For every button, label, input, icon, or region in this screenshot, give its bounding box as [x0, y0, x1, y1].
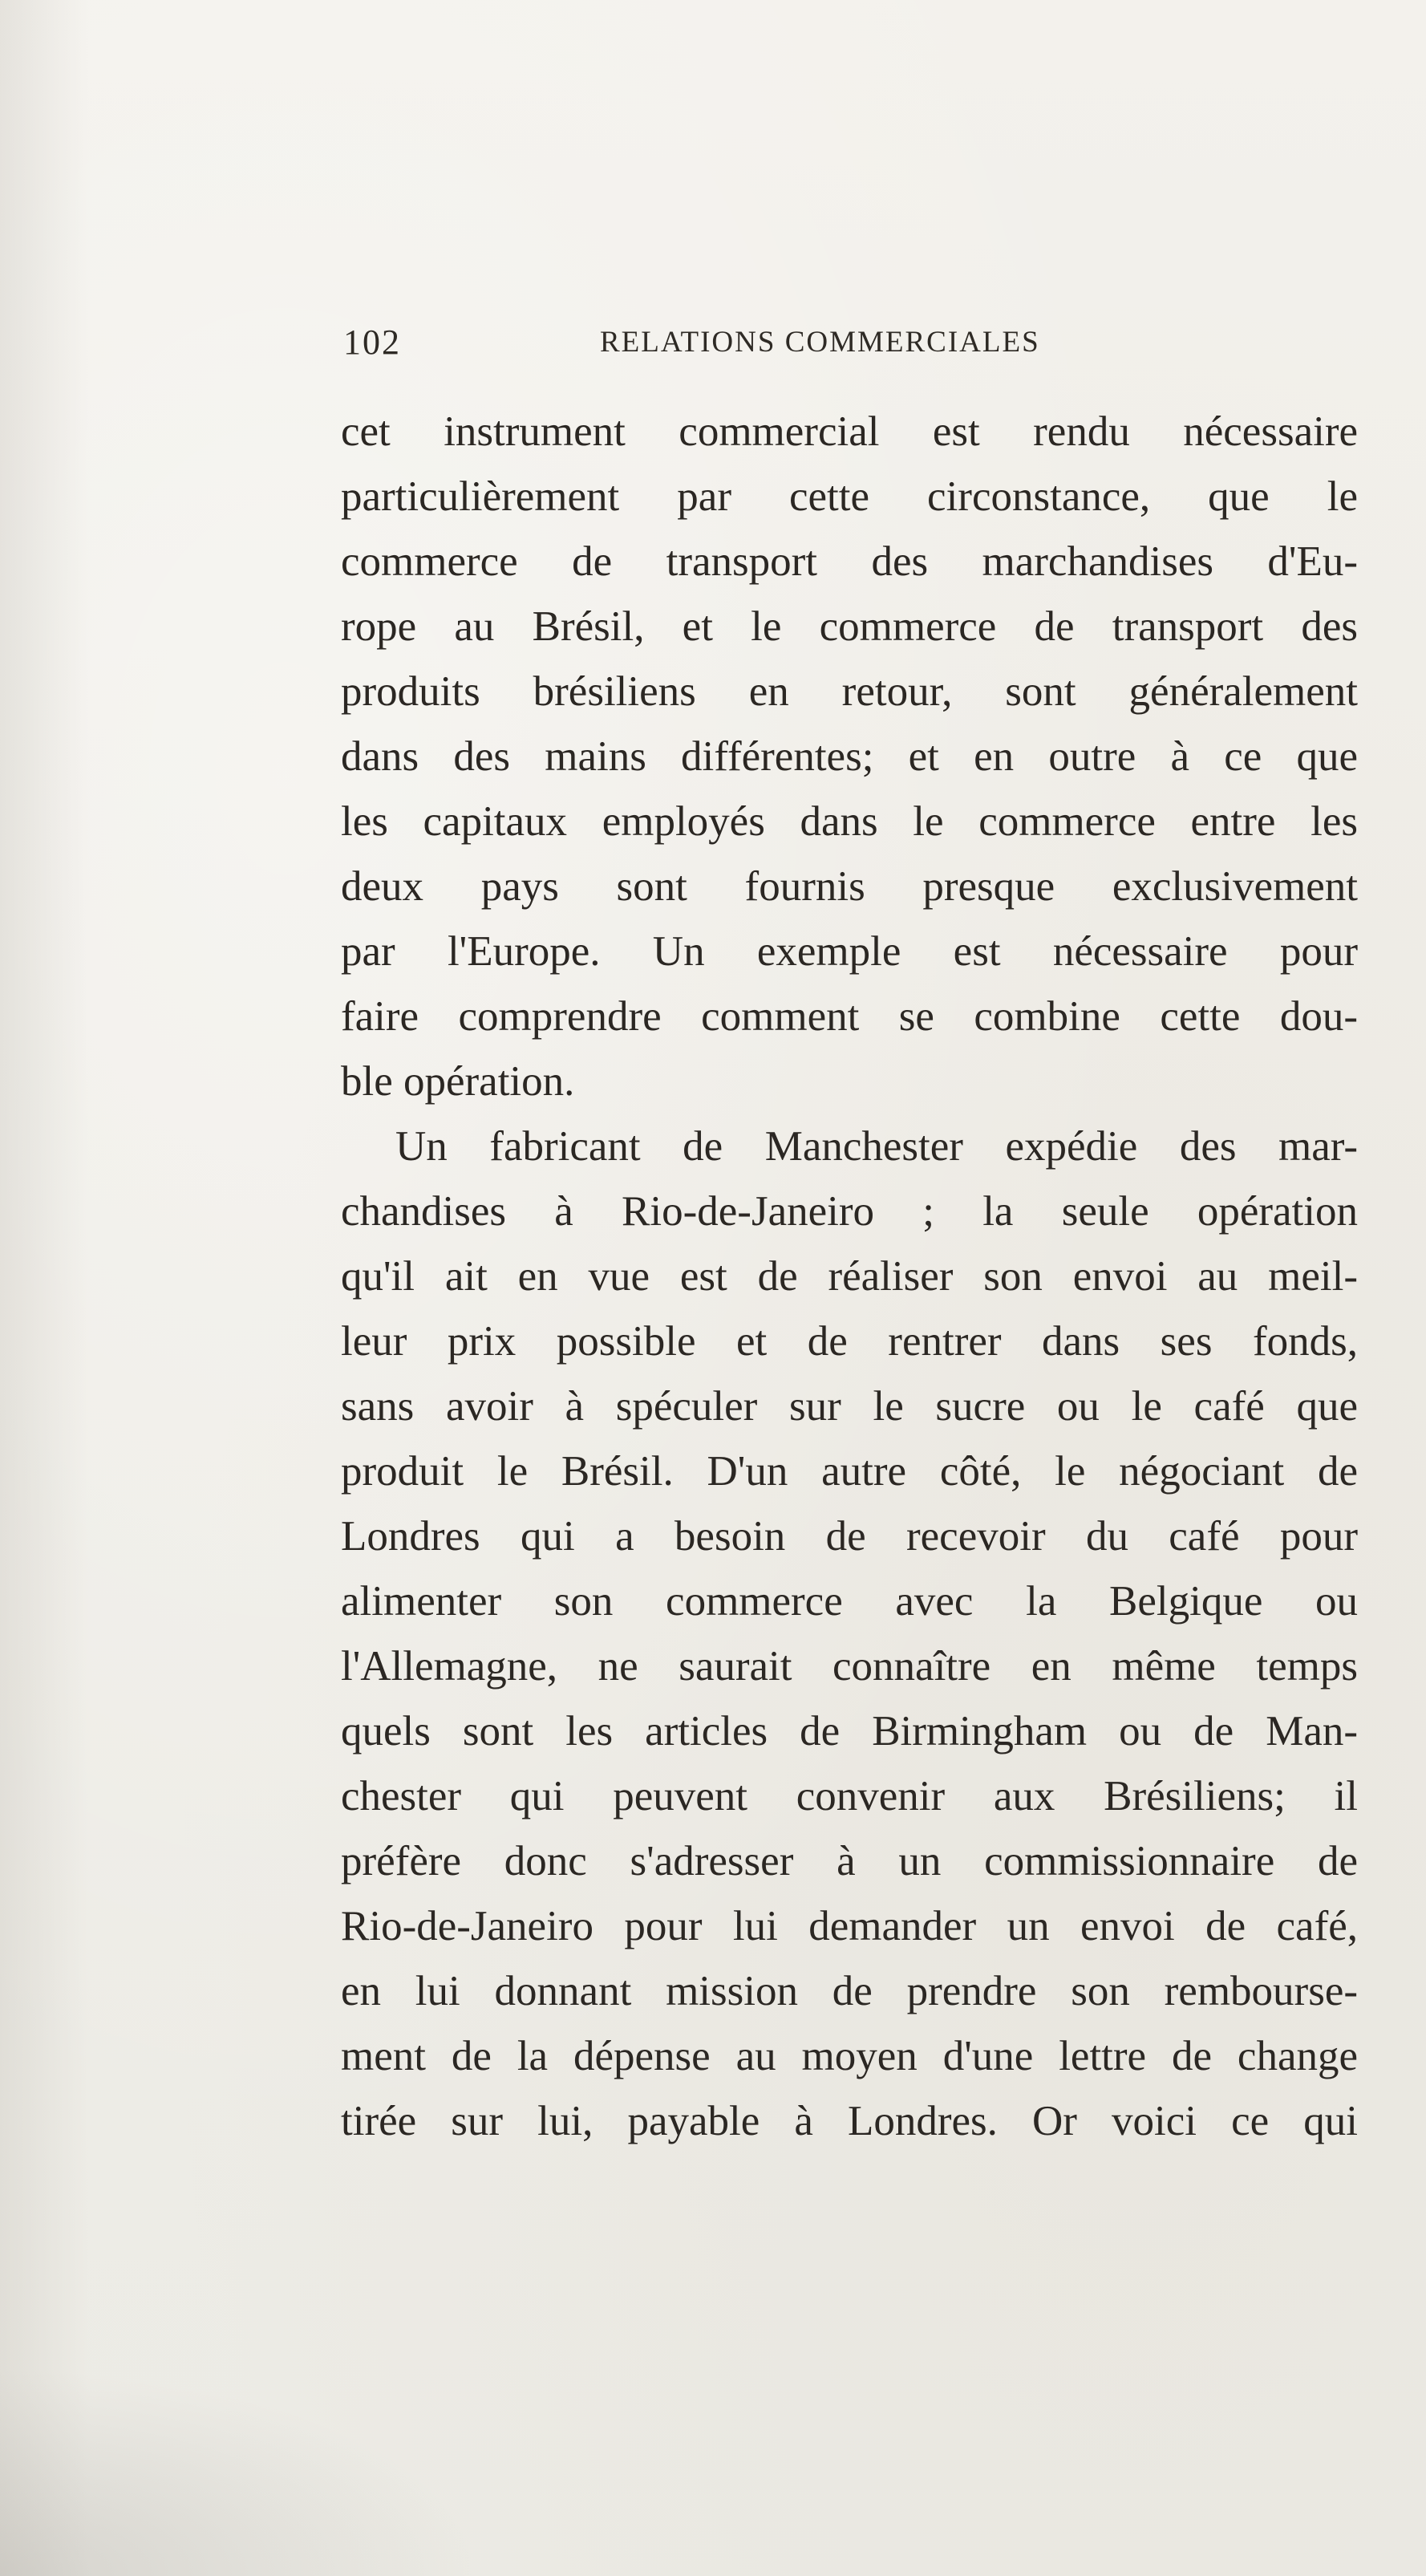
text-line: préfère donc s'adresser à un commissionnaire de: [341, 1838, 1358, 1884]
text-line: alimenter son commerce avec la Belgique ou: [341, 1578, 1358, 1625]
text-line: l'Allemagne, ne saurait connaître en même temps: [341, 1643, 1358, 1690]
text-line: dans des mains différentes; et en outre à ce que: [341, 733, 1358, 780]
page-number: 102: [343, 323, 401, 362]
text-line: en lui donnant mission de prendre son rembourse-: [341, 1968, 1358, 2014]
text-line: Londres qui a besoin de recevoir du café pour: [341, 1513, 1358, 1560]
text-line: cet instrument commercial est rendu nécessaire: [341, 408, 1358, 455]
text-line: produits brésiliens en retour, sont généralement: [341, 668, 1358, 715]
text-line: qu'il ait en vue est de réaliser son envoi au meil-: [341, 1253, 1358, 1300]
text-line: faire comprendre comment se combine cette dou-: [341, 993, 1358, 1040]
text-line: rope au Brésil, et le commerce de transport des: [341, 603, 1358, 650]
text-line: chester qui peuvent convenir aux Brésiliens; il: [341, 1773, 1358, 1819]
text-line: leur prix possible et de rentrer dans ses fonds,: [341, 1318, 1358, 1365]
paragraph-end-line: ble opération.: [341, 1058, 575, 1105]
spine-shadow: [0, 0, 88, 2576]
page-stain: [0, 2367, 481, 2576]
text-line: les capitaux employés dans le commerce entre les: [341, 798, 1358, 845]
running-title: RELATIONS COMMERCIALES: [600, 326, 1040, 359]
text-line: tirée sur lui, payable à Londres. Or voici ce qui: [341, 2098, 1358, 2144]
text-line: chandises à Rio-de-Janeiro ; la seule opération: [341, 1188, 1358, 1235]
text-line: par l'Europe. Un exemple est nécessaire pour: [341, 928, 1358, 975]
text-line: sans avoir à spéculer sur le sucre ou le café que: [341, 1383, 1358, 1430]
text-line: ment de la dépense au moyen d'une lettre de change: [341, 2033, 1358, 2079]
text-line: quels sont les articles de Birmingham ou de Man-: [341, 1708, 1358, 1755]
text-line: Rio-de-Janeiro pour lui demander un envoi de café,: [341, 1903, 1358, 1949]
text-line: commerce de transport des marchandises d'Eu-: [341, 538, 1358, 585]
text-line: deux pays sont fournis presque exclusivement: [341, 863, 1358, 910]
text-line: particulièrement par cette circonstance, que le: [341, 473, 1358, 520]
body-text: [341, 400, 1358, 2180]
text-line: produit le Brésil. D'un autre côté, le négociant de: [341, 1448, 1358, 1495]
paragraph-start-line: Un fabricant de Manchester expédie des mar-: [395, 1123, 1358, 1170]
page-header: [343, 314, 1358, 371]
